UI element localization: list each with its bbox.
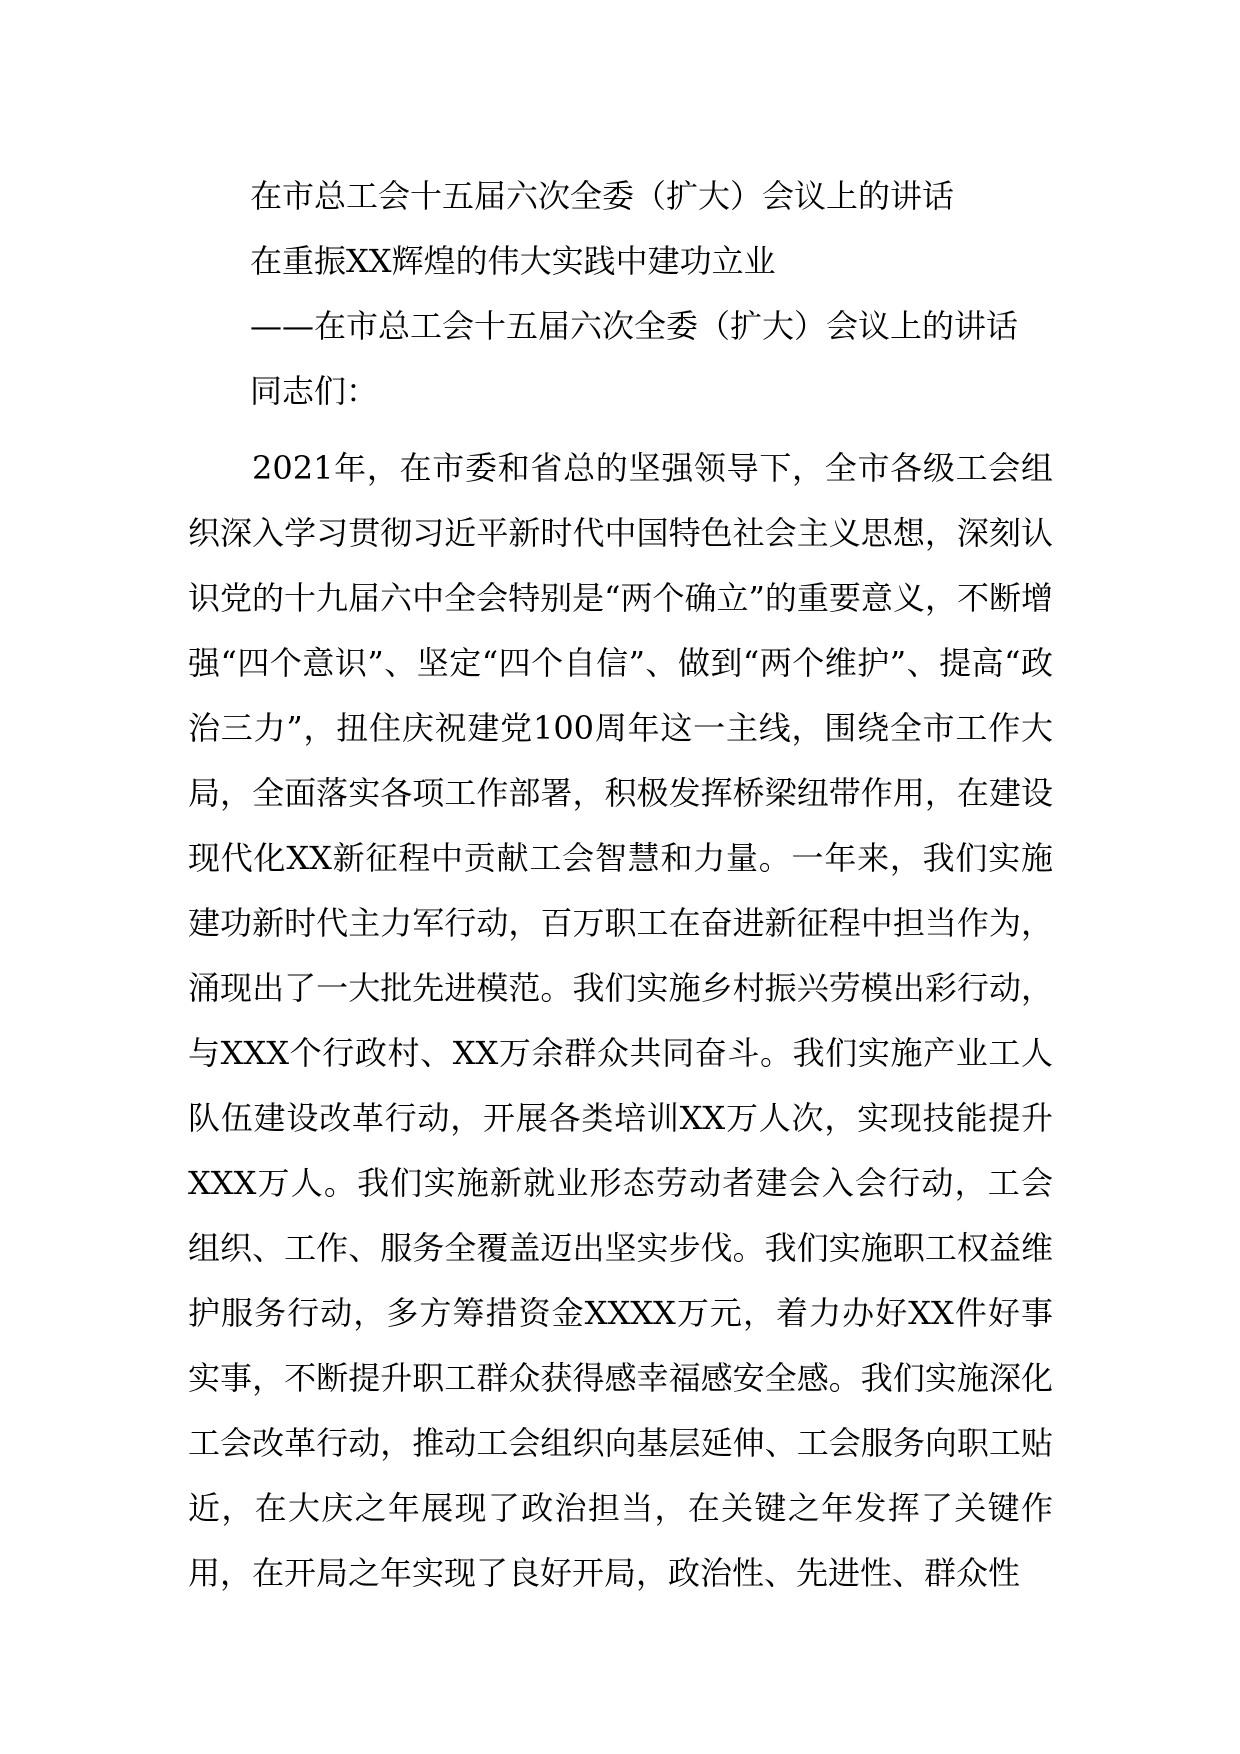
salutation: 同志们：: [250, 372, 379, 410]
main-heading: 在重振XX辉煌的伟大实践中建功立业: [250, 242, 776, 280]
subtitle: ——在市总工会十五届六次全委（扩大）会议上的讲话: [250, 307, 1019, 345]
document-title: 在市总工会十五届六次全委（扩大）会议上的讲话: [250, 177, 955, 215]
body-paragraph: 2021年，在市委和省总的坚强领导下，全市各级工会组织深入学习贯彻习近平新时代中国特色社会主义思想，深刻认识党的十九届六中全会特别是“两个确立”的重要意义，不断增强“四个意识”、坚定“四个自信”、做到“两个维护”、提高“政治三力”，扭住庆祝建党100周年这一主线，围绕全市工作大局，全面落实各项工作部署，积极发挥桥梁纽带作用，在建设现代化XX新征程中贡献工会智慧和力量。一年来，我们实施建功新时代主力军行动，百万职工在奋进新征程中担当作为，涌现出了一大批先进模范。我们实施乡村振兴劳模出彩行动，与XXX个行政村、XX万余群众共同奋斗。我们实施产业工人队伍建设改革行动，开展各类培训XX万人次，实现技能提升XXX万人。我们实施新就业形态劳动者建会入会行动，工会组织、工作、服务全覆盖迈出坚实步伐。我们实施职工权益维护服务行动，多方筹措资金XXXX万元，着力办好XX件好事实事，不断提升职工群众获得感幸福感安全感。我们实施深化工会改革行动，推动工会组织向基层延伸、工会服务向职工贴近，在大庆之年展现了政治担当，在关键之年发挥了关键作用，在开局之年实现了良好开局，政治性、先进性、群众性: [188, 449, 1053, 1592]
